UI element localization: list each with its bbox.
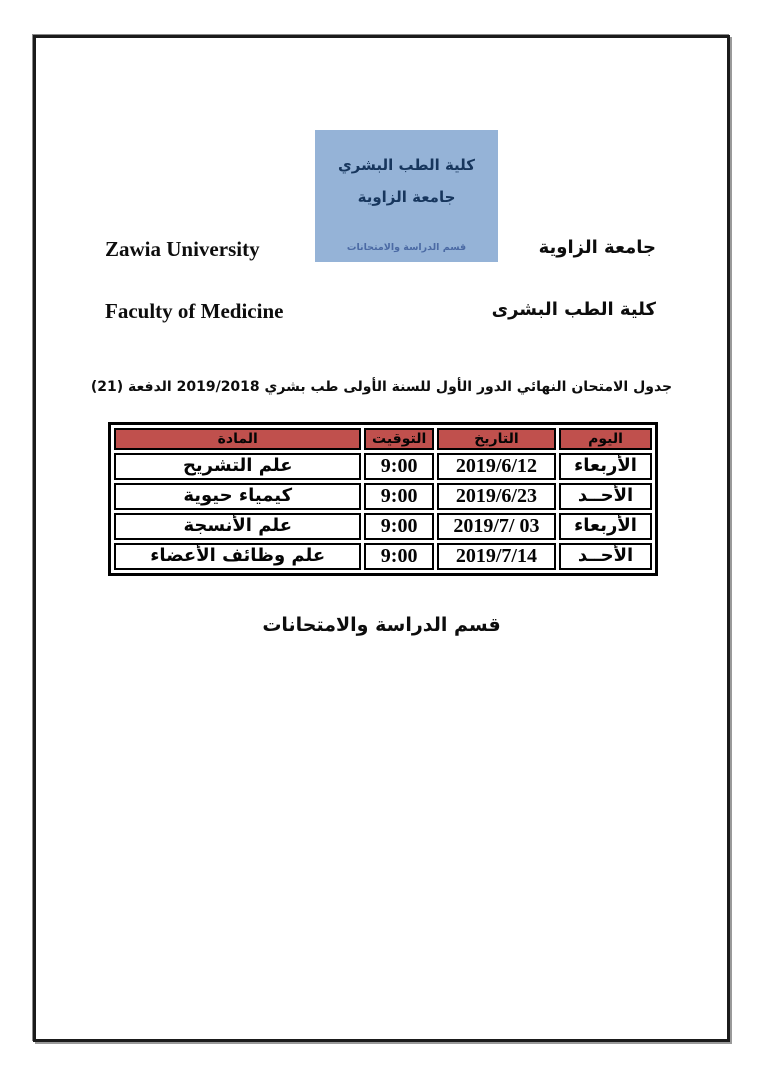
- university-name-arabic: جامعة الزاوية: [538, 237, 656, 258]
- cell-date: 2019/6/23: [437, 483, 556, 510]
- cell-day: الأربعاء: [559, 453, 652, 480]
- cell-date: 2019/7/ 03: [437, 513, 556, 540]
- exam-schedule-title: جدول الامتحان النهائي الدور الأول للسنة الأولى طب بشري 2019/2018 الدفعة (21): [90, 379, 673, 395]
- cell-date: 2019/7/14: [437, 543, 556, 570]
- table-row: [114, 543, 652, 570]
- university-name-english: Zawia University: [105, 237, 260, 261]
- cell-subject: علم التشريح: [114, 453, 361, 480]
- exam-schedule-table-container: [108, 422, 658, 576]
- table-row: [114, 483, 652, 510]
- table-row: [114, 453, 652, 480]
- logo-department-name: قسم الدراسة والامتحانات: [346, 242, 467, 253]
- cell-date: 2019/6/12: [437, 453, 556, 480]
- cell-subject: علم الأنسجة: [114, 513, 361, 540]
- table-header-row: [114, 428, 652, 450]
- exam-schedule-table: [108, 422, 658, 576]
- column-header-day: اليوم: [559, 428, 652, 450]
- department-signature: قسم الدراسة والامتحانات: [262, 614, 501, 636]
- faculty-name-arabic: كلية الطب البشرى: [491, 299, 656, 320]
- cell-day: الأحــد: [559, 483, 652, 510]
- column-header-subject: المادة: [114, 428, 361, 450]
- faculty-logo: [315, 130, 498, 262]
- table-row: [114, 513, 652, 540]
- cell-time: 9:00: [364, 513, 433, 540]
- cell-time: 9:00: [364, 543, 433, 570]
- cell-subject: علم وظائف الأعضاء: [114, 543, 361, 570]
- logo-faculty-name: كلية الطب البشري: [338, 156, 476, 174]
- faculty-name-english: Faculty of Medicine: [105, 299, 284, 323]
- cell-time: 9:00: [364, 453, 433, 480]
- column-header-date: التاريخ: [437, 428, 556, 450]
- logo-university-name: جامعة الزاوية: [357, 188, 456, 206]
- cell-day: الأربعاء: [559, 513, 652, 540]
- cell-subject: كيمياء حيوية: [114, 483, 361, 510]
- cell-time: 9:00: [364, 483, 433, 510]
- column-header-time: التوقيت: [364, 428, 433, 450]
- cell-day: الأحــد: [559, 543, 652, 570]
